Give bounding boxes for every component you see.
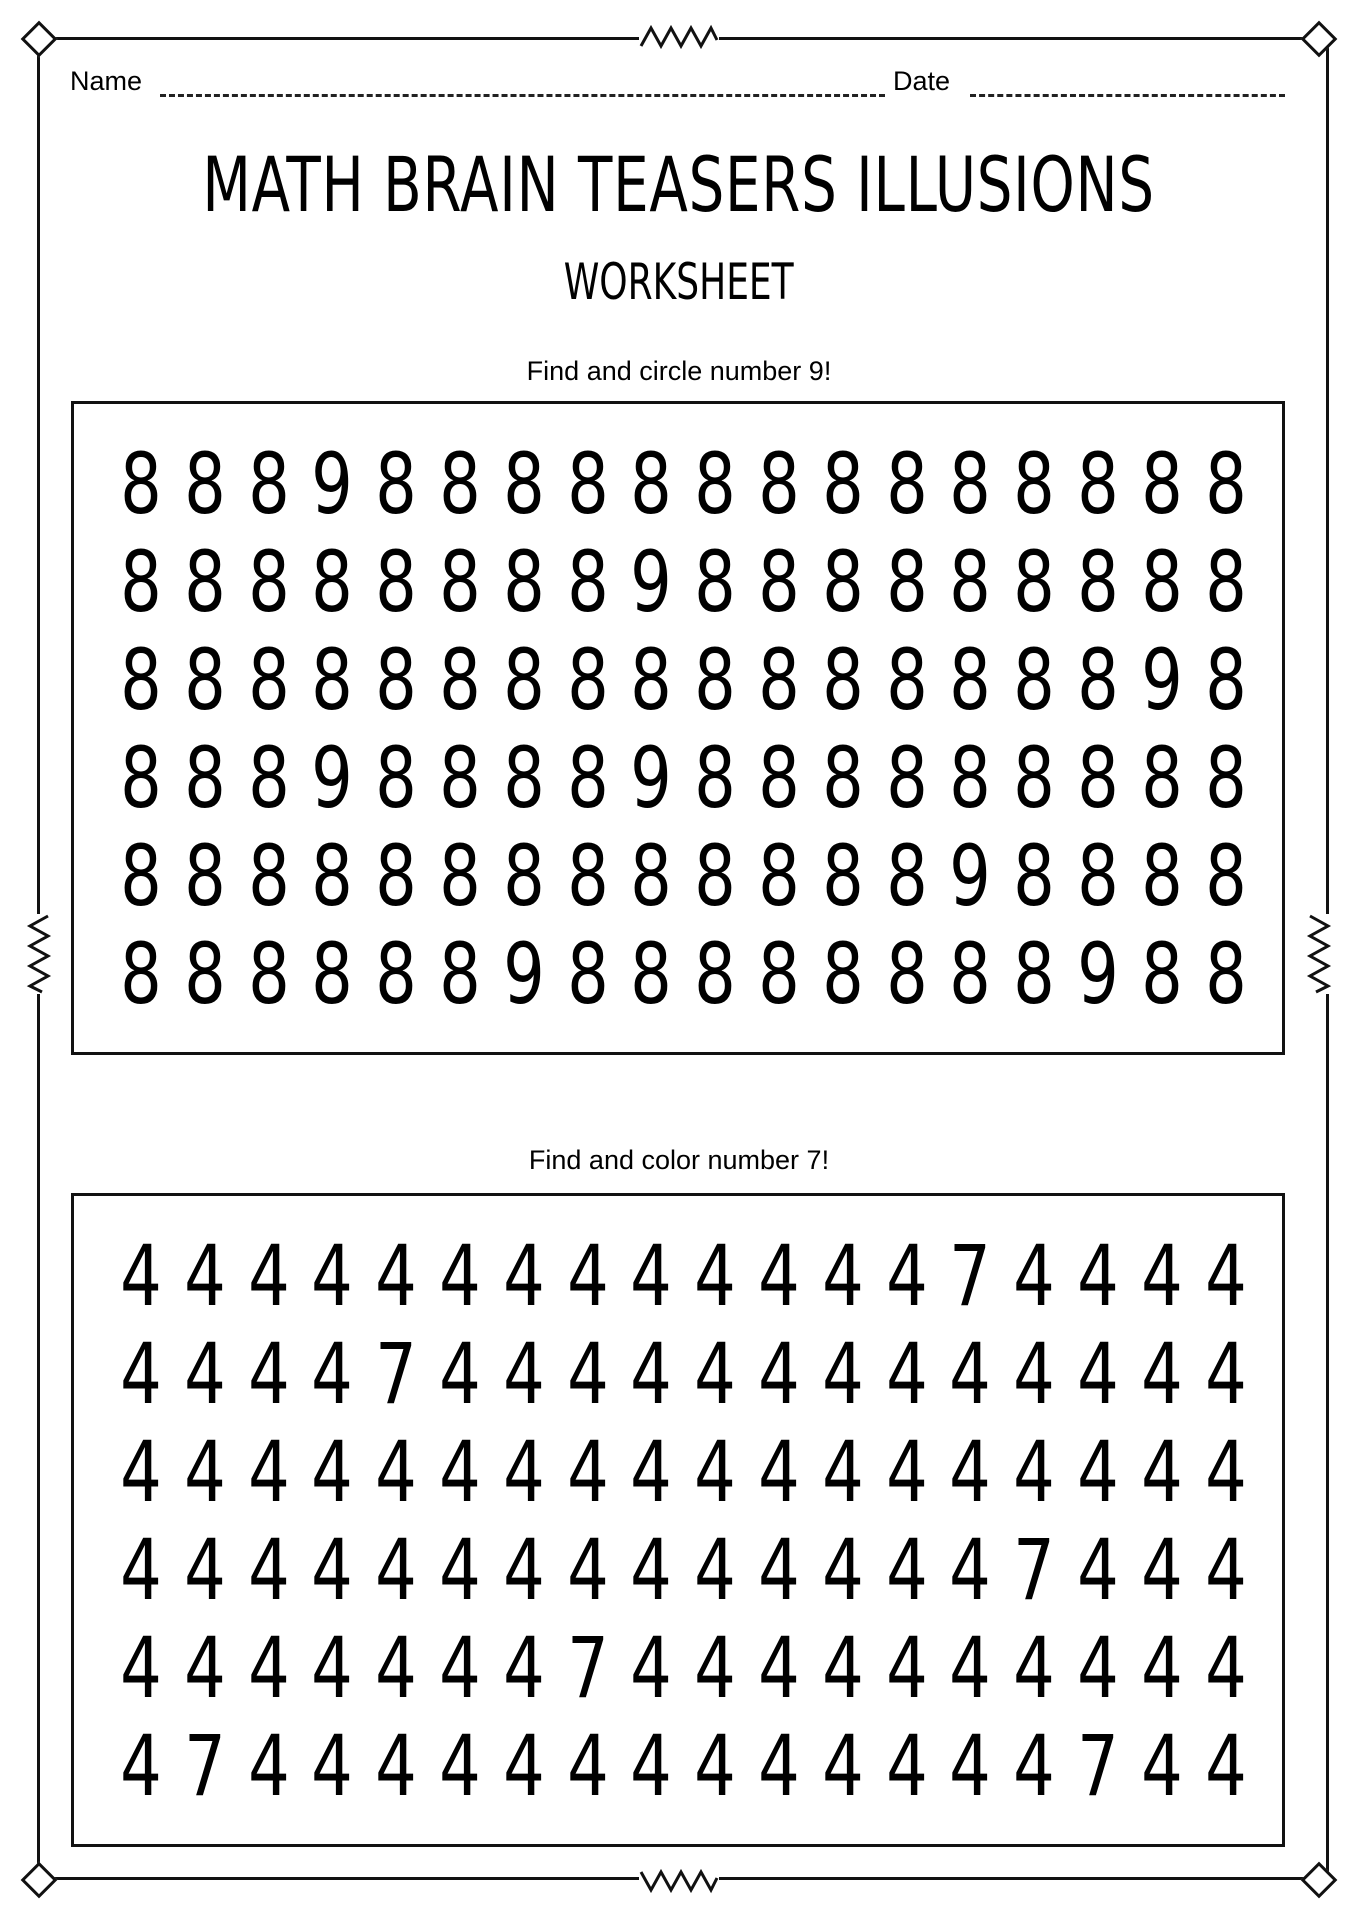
puzzle1-digit-cell[interactable]: 8 (183, 631, 226, 729)
puzzle2-digit-cell[interactable]: 4 (885, 1325, 928, 1423)
puzzle1-digit-cell[interactable]: 8 (502, 827, 545, 925)
puzzle2-digit-cell[interactable]: 4 (375, 1227, 418, 1325)
puzzle1-digit-cell[interactable]: 8 (566, 533, 609, 631)
puzzle1-digit-cell[interactable]: 8 (375, 631, 418, 729)
puzzle2-digit-cell[interactable]: 4 (120, 1717, 162, 1815)
puzzle2-digit-cell[interactable]: 4 (311, 1717, 354, 1815)
puzzle2-digit-cell[interactable]: 4 (694, 1325, 737, 1423)
puzzle2-digit-cell[interactable]: 4 (247, 1717, 290, 1815)
puzzle1-digit-cell[interactable]: 8 (120, 925, 162, 1023)
puzzle1-instruction: Find and circle number 9! (526, 356, 832, 386)
puzzle2-digit-cell[interactable]: 4 (1140, 1423, 1183, 1521)
puzzle2-digit-cell[interactable]: 4 (566, 1521, 609, 1619)
puzzle1-digit-cell[interactable]: 8 (502, 533, 545, 631)
puzzle1-digit-cell[interactable]: 8 (1077, 631, 1119, 729)
puzzle1-digit-cell[interactable]: 9 (1140, 631, 1183, 729)
puzzle2-digit-cell[interactable]: 4 (439, 1521, 481, 1619)
puzzle2-digit-cell[interactable]: 7 (949, 1227, 992, 1325)
puzzle1-digit-cell[interactable]: 8 (247, 729, 290, 827)
puzzle1-digit-cell[interactable]: 8 (1013, 729, 1056, 827)
puzzle2-digit-cell[interactable]: 4 (885, 1619, 928, 1717)
puzzle2-digit-cell[interactable]: 4 (1077, 1227, 1119, 1325)
puzzle2-digit-cell[interactable]: 4 (375, 1717, 418, 1815)
puzzle1-digit-cell[interactable]: 8 (758, 729, 800, 827)
puzzle1-digit-cell[interactable]: 8 (1077, 435, 1119, 533)
puzzle1-digit-cell[interactable]: 8 (375, 925, 418, 1023)
subtitle-text: WORKSHEET (564, 253, 794, 311)
puzzle1-digit-cell[interactable]: 8 (502, 729, 545, 827)
puzzle2-digit-cell[interactable]: 4 (1013, 1423, 1056, 1521)
puzzle2-digit-cell[interactable]: 4 (949, 1423, 992, 1521)
puzzle1-digit-cell[interactable]: 8 (439, 729, 481, 827)
puzzle1-digit-cell[interactable]: 8 (821, 729, 864, 827)
puzzle2-digit-cell[interactable]: 4 (758, 1619, 800, 1717)
worksheet-subtitle (0, 252, 1358, 312)
puzzle1-digit-cell[interactable]: 8 (247, 925, 290, 1023)
puzzle2-digit-cell[interactable]: 4 (758, 1325, 800, 1423)
puzzle1-digit-cell[interactable]: 8 (694, 827, 737, 925)
puzzle2-digit-cell[interactable]: 4 (694, 1619, 737, 1717)
date-label: Date (893, 66, 951, 96)
puzzle2-digit-cell[interactable]: 4 (1204, 1325, 1247, 1423)
puzzle2-digit-cell[interactable]: 4 (1140, 1619, 1183, 1717)
puzzle2-digit-cell[interactable]: 4 (694, 1521, 737, 1619)
puzzle1-digit-cell[interactable]: 8 (375, 729, 418, 827)
puzzle2-digit-cell[interactable]: 4 (694, 1227, 737, 1325)
puzzle1-digit-cell[interactable]: 8 (247, 631, 290, 729)
puzzle2-digit-cell[interactable]: 4 (1204, 1717, 1247, 1815)
puzzle2-digit-cell[interactable]: 4 (183, 1325, 226, 1423)
puzzle1-digit-cell[interactable]: 9 (502, 925, 545, 1023)
puzzle1-digit-cell[interactable]: 8 (1204, 729, 1247, 827)
puzzle2-digit-cell[interactable]: 4 (821, 1521, 864, 1619)
puzzle2-digit-cell[interactable]: 4 (949, 1325, 992, 1423)
zigzag-ornament-right (1304, 914, 1334, 994)
puzzle2-digit-cell[interactable]: 4 (502, 1521, 545, 1619)
puzzle1-digit-cell[interactable]: 8 (630, 925, 673, 1023)
puzzle1-digit-cell[interactable]: 8 (183, 533, 226, 631)
puzzle2-digit-cell[interactable]: 4 (566, 1717, 609, 1815)
puzzle2-digit-cell[interactable]: 4 (1013, 1619, 1056, 1717)
puzzle1-digit-cell[interactable]: 8 (885, 533, 928, 631)
puzzle2-digit-cell[interactable]: 4 (311, 1325, 354, 1423)
name-field[interactable] (160, 94, 885, 97)
puzzle1-digit-cell[interactable]: 8 (439, 925, 481, 1023)
puzzle2-digit-cell[interactable]: 4 (630, 1325, 673, 1423)
puzzle2-digit-cell[interactable]: 4 (821, 1227, 864, 1325)
puzzle1-digit-cell[interactable]: 8 (566, 435, 609, 533)
puzzle1-digit-cell[interactable]: 8 (758, 435, 800, 533)
puzzle1-digit-cell[interactable]: 8 (1013, 533, 1056, 631)
puzzle1-digit-cell[interactable]: 8 (758, 925, 800, 1023)
puzzle1-digit-cell[interactable]: 8 (183, 827, 226, 925)
puzzle1-digit-cell[interactable]: 8 (821, 925, 864, 1023)
puzzle1-digit-cell[interactable]: 8 (1077, 827, 1119, 925)
puzzle2-digit-cell[interactable]: 4 (439, 1325, 481, 1423)
puzzle1-digit-cell[interactable]: 8 (949, 435, 992, 533)
puzzle1-digit-cell[interactable]: 8 (821, 631, 864, 729)
puzzle1-digit-cell[interactable]: 8 (630, 435, 673, 533)
name-label: Name (70, 66, 143, 96)
puzzle2-digit-cell[interactable]: 4 (566, 1325, 609, 1423)
puzzle2-digit-cell[interactable]: 4 (1204, 1227, 1247, 1325)
puzzle1-digit-cell[interactable]: 8 (949, 631, 992, 729)
puzzle2-digit-cell[interactable]: 4 (694, 1423, 737, 1521)
puzzle2-digit-cell[interactable]: 4 (1077, 1521, 1119, 1619)
puzzle2-digit-cell[interactable]: 4 (439, 1227, 481, 1325)
puzzle1-digit-cell[interactable]: 8 (439, 533, 481, 631)
title-text: MATH BRAIN TEASERS ILLUSIONS (202, 140, 1156, 229)
puzzle2-digit-cell[interactable]: 4 (1013, 1325, 1056, 1423)
puzzle1-digit-cell[interactable]: 8 (247, 435, 290, 533)
puzzle1-digit-cell[interactable]: 8 (949, 729, 992, 827)
puzzle1-digit-cell[interactable]: 8 (758, 827, 800, 925)
puzzle2-digit-cell[interactable]: 4 (439, 1619, 481, 1717)
puzzle1-digit-cell[interactable]: 8 (120, 827, 162, 925)
puzzle2-digit-cell[interactable]: 4 (502, 1325, 545, 1423)
puzzle2-digit-cell[interactable]: 4 (885, 1227, 928, 1325)
puzzle1-digit-cell[interactable]: 8 (821, 827, 864, 925)
puzzle1-digit-cell[interactable]: 8 (821, 435, 864, 533)
puzzle1-digit-cell[interactable]: 8 (949, 925, 992, 1023)
puzzle1-digit-cell[interactable]: 8 (247, 533, 290, 631)
puzzle2-digit-cell[interactable]: 4 (247, 1325, 290, 1423)
worksheet-title (0, 140, 1358, 230)
puzzle2-digit-cell[interactable]: 4 (247, 1521, 290, 1619)
puzzle2-digit-cell[interactable]: 4 (949, 1521, 992, 1619)
puzzle1-box (71, 401, 1285, 1055)
puzzle1-digit-cell[interactable]: 8 (758, 533, 800, 631)
puzzle2-digit-cell[interactable]: 4 (1077, 1423, 1119, 1521)
puzzle1-digit-cell[interactable]: 8 (439, 827, 481, 925)
puzzle1-digit-cell[interactable]: 8 (566, 925, 609, 1023)
puzzle2-digit-cell[interactable]: 4 (1013, 1227, 1056, 1325)
puzzle1-digit-cell[interactable]: 8 (821, 533, 864, 631)
zigzag-ornament-left (24, 914, 54, 994)
puzzle1-digit-cell[interactable]: 9 (311, 729, 354, 827)
puzzle1-digit-cell[interactable]: 8 (375, 827, 418, 925)
puzzle2-digit-cell[interactable]: 4 (311, 1227, 354, 1325)
puzzle2-digit-cell[interactable]: 4 (566, 1423, 609, 1521)
puzzle1-digit-cell[interactable]: 8 (247, 827, 290, 925)
puzzle2-digit-cell[interactable]: 4 (694, 1717, 737, 1815)
puzzle2-digit-cell[interactable]: 4 (630, 1619, 673, 1717)
puzzle2-digit-cell[interactable]: 4 (1140, 1227, 1183, 1325)
puzzle1-digit-cell[interactable]: 8 (885, 631, 928, 729)
puzzle1-digit-cell[interactable]: 8 (1140, 827, 1183, 925)
puzzle1-digit-cell[interactable]: 8 (566, 729, 609, 827)
puzzle1-digit-cell[interactable]: 8 (1204, 533, 1247, 631)
puzzle1-digit-cell[interactable]: 8 (885, 729, 928, 827)
puzzle2-digit-cell[interactable]: 4 (821, 1619, 864, 1717)
puzzle2-box (71, 1193, 1285, 1847)
puzzle1-digit-cell[interactable]: 8 (1140, 729, 1183, 827)
puzzle1-digit-cell[interactable]: 8 (1140, 925, 1183, 1023)
zigzag-ornament-bottom (639, 1866, 719, 1896)
puzzle1-digit-cell[interactable]: 8 (694, 533, 737, 631)
puzzle1-digit-cell[interactable]: 8 (311, 925, 354, 1023)
puzzle2-digit-cell[interactable]: 4 (885, 1521, 928, 1619)
puzzle2-digit-cell[interactable]: 4 (821, 1717, 864, 1815)
puzzle2-digit-cell[interactable]: 4 (758, 1717, 800, 1815)
puzzle2-digit-cell[interactable]: 4 (183, 1423, 226, 1521)
puzzle2-digit-cell[interactable]: 4 (502, 1423, 545, 1521)
puzzle2-digit-cell[interactable]: 4 (120, 1325, 162, 1423)
puzzle1-digit-cell[interactable]: 8 (758, 631, 800, 729)
puzzle2-digit-cell[interactable]: 4 (311, 1521, 354, 1619)
puzzle2-digit-cell[interactable]: 4 (439, 1717, 481, 1815)
puzzle1-grid (74, 404, 1282, 1052)
puzzle1-digit-cell[interactable]: 8 (183, 925, 226, 1023)
puzzle2-digit-cell[interactable]: 4 (375, 1619, 418, 1717)
puzzle2-digit-cell[interactable]: 7 (183, 1717, 226, 1815)
puzzle1-digit-cell[interactable]: 8 (183, 435, 226, 533)
puzzle2-digit-cell[interactable]: 4 (502, 1717, 545, 1815)
puzzle2-digit-cell[interactable]: 4 (247, 1227, 290, 1325)
puzzle1-digit-cell[interactable]: 8 (502, 435, 545, 533)
puzzle1-digit-cell[interactable]: 8 (1204, 631, 1247, 729)
puzzle2-digit-cell[interactable]: 4 (1204, 1619, 1247, 1717)
puzzle1-digit-cell[interactable]: 8 (1140, 435, 1183, 533)
puzzle2-digit-cell[interactable]: 7 (566, 1619, 609, 1717)
puzzle2-digit-cell[interactable]: 4 (1140, 1717, 1183, 1815)
puzzle1-digit-cell[interactable]: 9 (949, 827, 992, 925)
puzzle1-digit-cell[interactable]: 8 (183, 729, 226, 827)
date-field[interactable] (970, 94, 1285, 97)
puzzle2-digit-cell[interactable]: 4 (885, 1717, 928, 1815)
puzzle1-digit-cell[interactable]: 8 (694, 631, 737, 729)
puzzle1-digit-cell[interactable]: 9 (1077, 925, 1119, 1023)
puzzle2-digit-cell[interactable]: 4 (821, 1325, 864, 1423)
puzzle2-digit-cell[interactable]: 4 (120, 1619, 162, 1717)
puzzle2-digit-cell[interactable]: 4 (885, 1423, 928, 1521)
puzzle1-digit-cell[interactable]: 8 (439, 435, 481, 533)
puzzle1-digit-cell[interactable]: 8 (120, 631, 162, 729)
puzzle2-digit-cell[interactable]: 4 (630, 1423, 673, 1521)
puzzle1-digit-cell[interactable]: 8 (630, 631, 673, 729)
puzzle2-digit-cell[interactable]: 4 (183, 1521, 226, 1619)
puzzle2-digit-cell[interactable]: 4 (630, 1227, 673, 1325)
puzzle1-digit-cell[interactable]: 9 (311, 435, 354, 533)
puzzle2-digit-cell[interactable]: 4 (120, 1423, 162, 1521)
puzzle2-digit-cell[interactable]: 4 (247, 1423, 290, 1521)
puzzle2-digit-cell[interactable]: 4 (375, 1521, 418, 1619)
puzzle1-digit-cell[interactable]: 8 (949, 533, 992, 631)
puzzle1-digit-cell[interactable]: 8 (885, 827, 928, 925)
puzzle2-digit-cell[interactable]: 4 (821, 1423, 864, 1521)
puzzle1-digit-cell[interactable]: 8 (885, 435, 928, 533)
puzzle1-digit-cell[interactable]: 8 (566, 827, 609, 925)
puzzle1-digit-cell[interactable]: 8 (694, 729, 737, 827)
puzzle2-digit-cell[interactable]: 4 (439, 1423, 481, 1521)
puzzle1-digit-cell[interactable]: 8 (566, 631, 609, 729)
puzzle1-digit-cell[interactable]: 8 (311, 533, 354, 631)
puzzle1-digit-cell[interactable]: 8 (1204, 827, 1247, 925)
puzzle2-digit-cell[interactable]: 4 (758, 1423, 800, 1521)
puzzle2-digit-cell[interactable]: 7 (375, 1325, 418, 1423)
puzzle1-digit-cell[interactable]: 8 (120, 435, 162, 533)
puzzle2-digit-cell[interactable]: 4 (1013, 1717, 1056, 1815)
puzzle1-digit-cell[interactable]: 8 (311, 631, 354, 729)
puzzle1-digit-cell[interactable]: 8 (1077, 729, 1119, 827)
puzzle1-digit-cell[interactable]: 8 (1140, 533, 1183, 631)
puzzle2-digit-cell[interactable]: 7 (1013, 1521, 1056, 1619)
puzzle2-digit-cell[interactable]: 4 (502, 1227, 545, 1325)
puzzle1-digit-cell[interactable]: 8 (1204, 435, 1247, 533)
puzzle2-digit-cell[interactable]: 4 (183, 1227, 226, 1325)
puzzle2-digit-cell[interactable]: 4 (1077, 1325, 1119, 1423)
puzzle2-digit-cell[interactable]: 4 (630, 1717, 673, 1815)
puzzle2-instruction: Find and color number 7! (528, 1145, 830, 1175)
puzzle2-digit-cell[interactable]: 4 (502, 1619, 545, 1717)
puzzle2-digit-cell[interactable]: 4 (1204, 1521, 1247, 1619)
puzzle1-digit-cell[interactable]: 8 (694, 925, 737, 1023)
puzzle2-digit-cell[interactable]: 7 (1077, 1717, 1119, 1815)
puzzle2-digit-cell[interactable]: 4 (183, 1619, 226, 1717)
puzzle1-digit-cell[interactable]: 8 (630, 827, 673, 925)
puzzle1-digit-cell[interactable]: 8 (1013, 631, 1056, 729)
puzzle1-digit-cell[interactable]: 8 (1204, 925, 1247, 1023)
puzzle1-digit-cell[interactable]: 8 (885, 925, 928, 1023)
puzzle2-digit-cell[interactable]: 4 (758, 1521, 800, 1619)
puzzle1-digit-cell[interactable]: 8 (502, 631, 545, 729)
puzzle2-grid (74, 1196, 1282, 1844)
puzzle2-digit-cell[interactable]: 4 (758, 1227, 800, 1325)
puzzle2-digit-cell[interactable]: 4 (949, 1619, 992, 1717)
puzzle2-digit-cell[interactable]: 4 (1140, 1325, 1183, 1423)
puzzle2-digit-cell[interactable]: 4 (566, 1227, 609, 1325)
puzzle2-digit-cell[interactable]: 4 (1077, 1619, 1119, 1717)
puzzle2-digit-cell[interactable]: 4 (311, 1423, 354, 1521)
puzzle1-digit-cell[interactable]: 8 (1013, 827, 1056, 925)
puzzle1-digit-cell[interactable]: 8 (120, 533, 162, 631)
puzzle1-digit-cell[interactable]: 8 (694, 435, 737, 533)
puzzle2-digit-cell[interactable]: 4 (120, 1521, 162, 1619)
puzzle1-digit-cell[interactable]: 8 (375, 533, 418, 631)
puzzle1-digit-cell[interactable]: 8 (375, 435, 418, 533)
puzzle2-digit-cell[interactable]: 4 (120, 1227, 162, 1325)
puzzle1-digit-cell[interactable]: 8 (1013, 435, 1056, 533)
puzzle2-digit-cell[interactable]: 4 (375, 1423, 418, 1521)
puzzle1-digit-cell[interactable]: 8 (120, 729, 162, 827)
puzzle2-digit-cell[interactable]: 4 (949, 1717, 992, 1815)
puzzle2-digit-cell[interactable]: 4 (1140, 1521, 1183, 1619)
puzzle2-digit-cell[interactable]: 4 (1204, 1423, 1247, 1521)
puzzle1-digit-cell[interactable]: 9 (630, 533, 673, 631)
puzzle2-digit-cell[interactable]: 4 (311, 1619, 354, 1717)
puzzle2-digit-cell[interactable]: 4 (247, 1619, 290, 1717)
puzzle1-digit-cell[interactable]: 8 (1013, 925, 1056, 1023)
puzzle2-digit-cell[interactable]: 4 (630, 1521, 673, 1619)
puzzle1-digit-cell[interactable]: 8 (1077, 533, 1119, 631)
puzzle1-digit-cell[interactable]: 8 (439, 631, 481, 729)
puzzle1-digit-cell[interactable]: 8 (311, 827, 354, 925)
puzzle1-digit-cell[interactable]: 9 (630, 729, 673, 827)
zigzag-ornament-top (639, 22, 719, 52)
